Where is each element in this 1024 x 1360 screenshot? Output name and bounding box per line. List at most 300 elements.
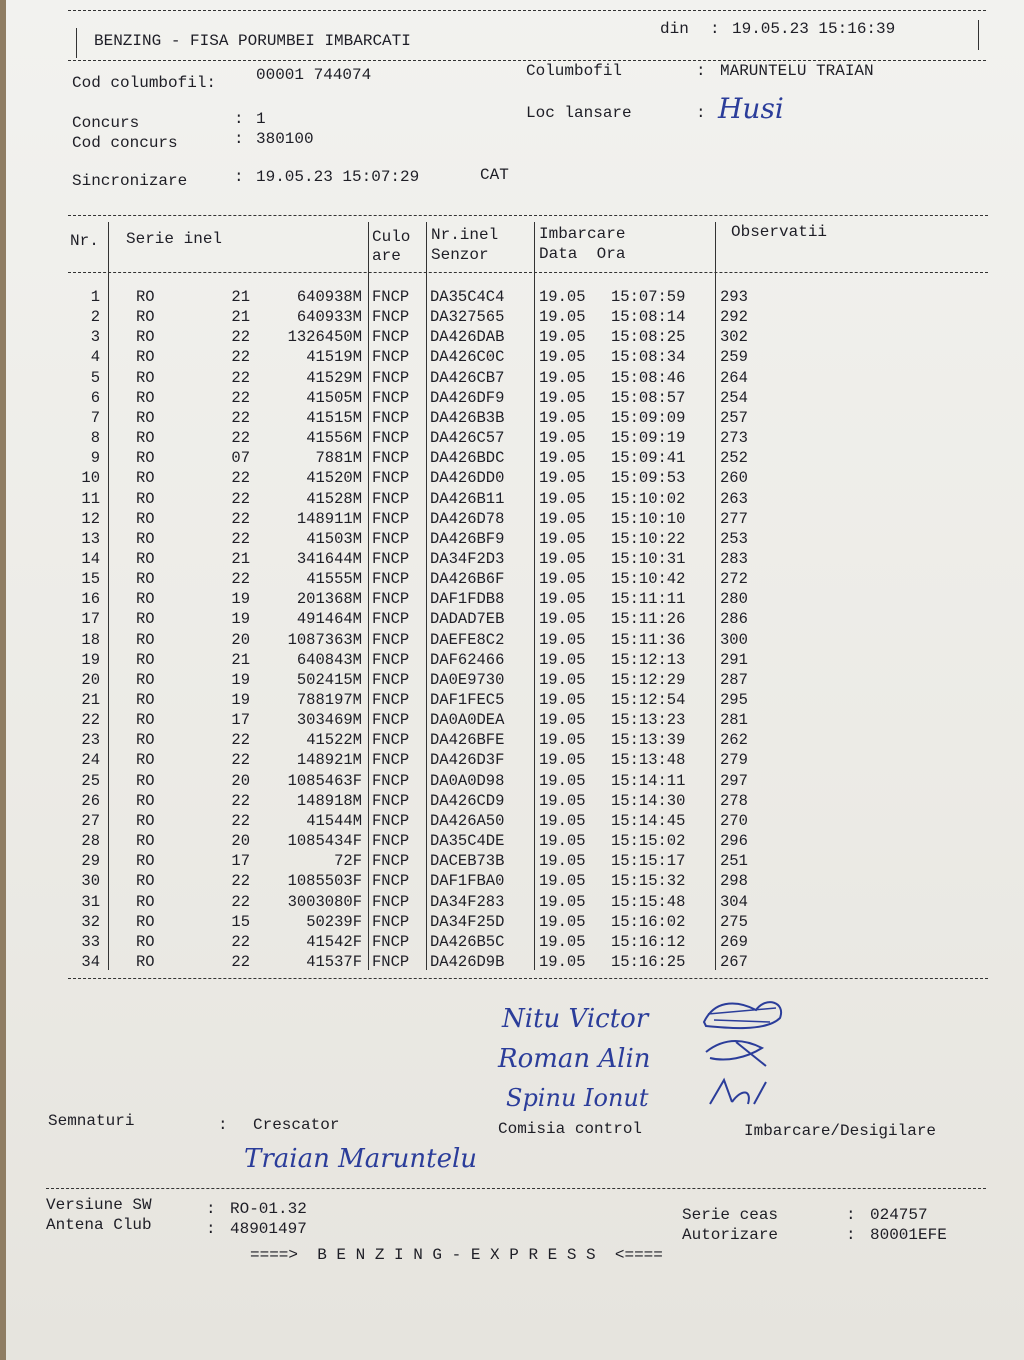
row-tara: RO [136,892,155,911]
row-ora: 15:09:41 [611,449,686,468]
row-ora: 15:15:17 [611,852,686,871]
row-observatii: 257 [720,408,748,427]
row-nr: 10 [81,469,100,488]
row-data: 19.05 [539,791,586,810]
document-title: BENZING - FISA PORUMBEI IMBARCATI [94,32,411,50]
row-inel: 72F [334,852,362,871]
row-nr: 1 [90,288,100,306]
row-ora: 15:13:39 [611,731,686,750]
row-data: 19.05 [539,529,586,548]
table-row [6,852,1006,872]
row-tara: RO [136,731,155,750]
table-top-border [68,215,988,216]
row-nr: 24 [81,751,100,770]
row-observatii: 287 [720,670,748,689]
row-tara: RO [136,610,155,629]
row-ora: 15:07:59 [611,288,686,306]
sincronizare-zone: CAT [480,166,509,184]
row-observatii: 281 [720,711,748,730]
row-data: 19.05 [539,670,586,689]
row-culoare: FNCP [372,932,410,951]
table-bottom-border [68,978,988,979]
row-inel: 41555M [306,570,362,589]
row-culoare: FNCP [372,912,410,931]
row-nr: 32 [81,912,100,931]
row-senzor: DA34F2D3 [430,549,505,568]
row-an: 22 [231,408,250,427]
row-culoare: FNCP [372,952,410,971]
col-imbarcare-1: Imbarcare [539,225,626,243]
row-senzor: DA426A50 [430,811,505,830]
row-ora: 15:15:02 [611,832,686,851]
row-culoare: FNCP [372,489,410,508]
row-observatii: 264 [720,368,748,387]
row-culoare: FNCP [372,872,410,891]
row-ora: 15:14:45 [611,811,686,830]
row-ora: 15:08:46 [611,368,686,387]
din-label: din [660,20,689,38]
row-nr: 3 [90,328,100,347]
row-ora: 15:12:54 [611,691,686,709]
table-row [6,792,1006,812]
row-tara: RO [136,308,155,327]
row-senzor: DAEFE8C2 [430,630,505,649]
row-nr: 25 [81,771,100,790]
table-row [6,832,1006,852]
row-observatii: 286 [720,610,748,629]
row-tara: RO [136,570,155,589]
table-row [6,631,1006,651]
row-nr: 9 [90,449,100,468]
row-nr: 4 [90,348,100,367]
row-observatii: 270 [720,811,748,830]
row-observatii: 251 [720,852,748,871]
row-culoare: FNCP [372,288,410,306]
row-culoare: FNCP [372,832,410,851]
row-an: 22 [231,811,250,830]
row-data: 19.05 [539,852,586,871]
row-tara: RO [136,630,155,649]
columbofil-value: MARUNTELU TRAIAN [720,62,874,80]
row-observatii: 252 [720,449,748,468]
antena-club-label: Antena Club [46,1216,152,1234]
table-row [6,449,1006,469]
cod-columbofil-label: Cod columbofil: [72,74,217,92]
row-ora: 15:08:34 [611,348,686,367]
row-ora: 15:12:29 [611,670,686,689]
concurs-label: Concurs [72,114,140,132]
row-inel: 1085434F [287,832,362,851]
row-observatii: 275 [720,912,748,931]
row-culoare: FNCP [372,751,410,770]
row-nr: 14 [81,549,100,568]
table-row [6,328,1006,348]
row-tara: RO [136,509,155,528]
row-senzor: DA426D3F [430,751,505,770]
row-an: 22 [231,328,250,347]
row-tara: RO [136,429,155,448]
row-culoare: FNCP [372,670,410,689]
row-observatii: 272 [720,570,748,589]
row-nr: 30 [81,872,100,891]
row-data: 19.05 [539,590,586,609]
row-an: 22 [231,388,250,407]
row-an: 17 [231,711,250,730]
col-observatii: Observatii [731,223,828,241]
row-nr: 2 [90,308,100,327]
row-data: 19.05 [539,872,586,891]
row-nr: 6 [90,388,100,407]
row-nr: 12 [81,509,100,528]
row-inel: 640938M [296,288,362,306]
row-an: 15 [231,912,250,931]
printout-sheet: BENZING - FISA PORUMBEI IMBARCATI din : 19.05.23 15:16:39 Cod columbofil: 00001 744074 Columbofil : MARUNTELU TRAIAN Loc lansare : Husi Concurs : 1 Cod concurs : 380100 Sincronizare : 19.05.23 15:07:29 CAT Nr. Serie inel Culo are Nr.inel Senzor Imbarcare Data Ora Observatii 1 RO 21 640938M FNCP DA35C4C4 19.05 15:07:59 293 2 RO 21 640933M FNCP DA327565 19.05 15:08:14 292 3 RO 22 1326450M FNCP DA426DAB 19.05 15:08:25 302 4 RO 22 41519M FNCP DA426C0C 19.05 15:08:34 259 5 RO 22 41529M FNCP DA426CB7 19.05 15:08:46 264 6 RO 22 41505M FNCP DA426DF9 19.05 15:08:57 254 7 RO 22 41515M FNCP DA426B3B 19.05 15:09:09 257 8 RO 22 41556M FNCP DA426C57 19.05 15:09:19 273 9 RO 07 7881M FNCP DA426BDC 19.05 15:09:41 252 10 RO 22 41520M FNCP DA426DD0 19.05 15:09:53 260 11 RO 22 41528M FNCP DA426B11 19.05 15:10:02 263 12 RO 22 148911M FNCP DA426D78 19.05 15:10:10 277 13 RO 22 41503M FNCP DA426BF9 19.05 15:10:22 253 14 RO 21 341644M FNCP DA34F2D3 19.05 15:10:31 283 15 RO 22 41555M FNCP DA426B6F 19.05 15:10:42 272 16 RO 19 201368M FNCP DAF1FDB8 19.05 15:11:11 280 17 RO 19 491464M FNCP DADAD7EB 19.05 15:11:26 286 18 RO 20 1087363M FNCP DAEFE8C2 19.05 15:11:36 300 19 RO 21 640843M FNCP DAF62466 19.05 15:12:13 291 20 RO 19 502415M FNCP DA0E9730 19.05 15:12:29 287 21 RO 19 788197M FNCP DAF1FEC5 19.05 15:12:54 295 22 RO 17 303469M FNCP DA0A0DEA 19.05 15:13:23 281 23 RO 22 41522M FNCP DA426BFE 19.05 15:13:39 262 24 RO 22 148921M FNCP DA426D3F 19.05 15:13:48 279 25 RO 20 1085463F FNCP DA0A0D98 19.05 15:14:11 297 26 RO 22 148918M FNCP DA426CD9 19.05 15:14:30 278 27 RO 22 41544M FNCP DA426A50 19.05 15:14:45 270 28 RO 20 1085434F FNCP DA35C4DE 19.05 15:15:02 296 29 RO 17 72F FNCP DACEB73B 19.05 15:15:17 251 30 RO 22 1085503F FNCP DAF1FBA0 19.05 15:15:32 298 31 RO 22 3003080F FNCP DA34F283 19.05 15:15:48 304 32 RO 15 50239F FNCP DA34F25D 19.05 15:16:02 275 33 RO 22 41542F FNCP DA426B5C 19.05 15:16:12 269 34 RO 22 41537F FNCP DA426D9B 19.05 15:16:25 267 Nitu Victor Roman Alin Spinu Ionut Semnaturi : Crescator Comisia control Imbarcare/Desigilare Traian Maruntelu Versiune SW : RO-01.32 Antena Club : 48901497 Serie ceas : 024757 Autorizare : 80001EFE ====> B E N Z I N G - E X P R E S S <==== [6,0,1024,1360]
table-row [6,751,1006,771]
row-an: 22 [231,872,250,891]
row-observatii: 298 [720,872,748,891]
row-an: 20 [231,771,250,790]
row-an: 22 [231,952,250,971]
row-tara: RO [136,872,155,891]
table-row [6,691,1006,711]
loc-lansare-handwritten: Husi [718,92,784,125]
semnaturi-label: Semnaturi [48,1112,135,1130]
row-culoare: FNCP [372,731,410,750]
row-culoare: FNCP [372,469,410,488]
row-data: 19.05 [539,892,586,911]
row-senzor: DAF1FEC5 [430,691,505,709]
row-senzor: DA426D9B [430,952,505,971]
row-ora: 15:16:25 [611,952,686,971]
top-border [68,10,986,11]
row-an: 21 [231,549,250,568]
row-senzor: DA426D78 [430,509,505,528]
row-an: 22 [231,529,250,548]
table-row [6,288,1006,308]
row-ora: 15:13:23 [611,711,686,730]
row-an: 21 [231,288,250,306]
table-row [6,409,1006,429]
row-ora: 15:15:48 [611,892,686,911]
row-ora: 15:10:42 [611,570,686,589]
row-ora: 15:09:19 [611,429,686,448]
row-an: 22 [231,368,250,387]
row-observatii: 273 [720,429,748,448]
row-observatii: 292 [720,308,748,327]
row-observatii: 293 [720,288,748,306]
row-culoare: FNCP [372,771,410,790]
table-row [6,550,1006,570]
row-an: 21 [231,308,250,327]
row-senzor: DA426B11 [430,489,505,508]
row-data: 19.05 [539,308,586,327]
row-observatii: 254 [720,388,748,407]
row-inel: 640933M [296,308,362,327]
row-data: 19.05 [539,388,586,407]
crescator-label: Crescator [253,1116,340,1134]
row-culoare: FNCP [372,509,410,528]
row-nr: 23 [81,731,100,750]
row-senzor: DA0E9730 [430,670,505,689]
row-tara: RO [136,932,155,951]
row-senzor: DA426C0C [430,348,505,367]
col-imbarcare-2: Data Ora [539,245,626,263]
row-ora: 15:09:09 [611,408,686,427]
row-data: 19.05 [539,952,586,971]
table-row [6,429,1006,449]
table-row [6,711,1006,731]
row-observatii: 277 [720,509,748,528]
row-observatii: 296 [720,832,748,851]
row-data: 19.05 [539,549,586,568]
row-senzor: DA426B6F [430,570,505,589]
cod-concurs-label: Cod concurs [72,134,178,152]
row-senzor: DAF1FDB8 [430,590,505,609]
row-ora: 15:08:25 [611,328,686,347]
signature-crescator: Traian Maruntelu [244,1144,478,1174]
table-row [6,671,1006,691]
row-senzor: DA426DAB [430,328,505,347]
row-ora: 15:16:12 [611,932,686,951]
row-inel: 41519M [306,348,362,367]
footer-border [46,1188,986,1189]
row-senzor: DA426C57 [430,429,505,448]
table-row [6,953,1006,973]
row-inel: 640843M [296,650,362,669]
row-culoare: FNCP [372,570,410,589]
row-senzor: DA426BFE [430,731,505,750]
row-nr: 33 [81,932,100,951]
table-row [6,369,1006,389]
table-row [6,490,1006,510]
row-culoare: FNCP [372,691,410,709]
row-nr: 18 [81,630,100,649]
row-culoare: FNCP [372,590,410,609]
table-row [6,772,1006,792]
row-data: 19.05 [539,771,586,790]
row-nr: 7 [90,408,100,427]
row-culoare: FNCP [372,429,410,448]
signature-commission-2: Roman Alin [498,1044,651,1074]
row-an: 19 [231,590,250,609]
row-an: 22 [231,932,250,951]
row-culoare: FNCP [372,348,410,367]
row-observatii: 263 [720,489,748,508]
row-culoare: FNCP [372,408,410,427]
row-nr: 15 [81,570,100,589]
row-nr: 20 [81,670,100,689]
row-nr: 22 [81,711,100,730]
col-serie-inel: Serie inel [126,230,223,248]
scribble-signatures [696,992,796,1122]
row-inel: 7881M [315,449,362,468]
row-tara: RO [136,549,155,568]
table-row [6,590,1006,610]
loc-lansare-label: Loc lansare [526,104,632,122]
row-data: 19.05 [539,912,586,931]
row-an: 22 [231,731,250,750]
row-data: 19.05 [539,832,586,851]
row-culoare: FNCP [372,630,410,649]
row-data: 19.05 [539,932,586,951]
table-row [6,651,1006,671]
row-inel: 201368M [296,590,362,609]
row-observatii: 283 [720,549,748,568]
row-tara: RO [136,368,155,387]
row-data: 19.05 [539,691,586,709]
row-data: 19.05 [539,650,586,669]
sincronizare-label: Sincronizare [72,172,188,190]
row-tara: RO [136,650,155,669]
concurs-value: 1 [256,110,266,128]
col-nr: Nr. [70,232,99,250]
row-inel: 41528M [306,489,362,508]
row-an: 19 [231,691,250,709]
row-senzor: DA35C4DE [430,832,505,851]
row-ora: 15:10:10 [611,509,686,528]
row-inel: 341644M [296,549,362,568]
row-tara: RO [136,529,155,548]
row-tara: RO [136,348,155,367]
table-row [6,530,1006,550]
row-an: 22 [231,469,250,488]
row-an: 19 [231,610,250,629]
table-header-border [68,272,988,273]
row-inel: 502415M [296,670,362,689]
col-culoare-1: Culo [372,228,411,246]
row-culoare: FNCP [372,328,410,347]
row-ora: 15:12:13 [611,650,686,669]
table-row [6,913,1006,933]
row-an: 20 [231,630,250,649]
row-senzor: DA35C4C4 [430,288,505,306]
row-tara: RO [136,590,155,609]
row-data: 19.05 [539,711,586,730]
row-an: 22 [231,892,250,911]
autorizare-value: 80001EFE [870,1226,947,1244]
row-senzor: DA426BDC [430,449,505,468]
table-row [6,308,1006,328]
row-observatii: 302 [720,328,748,347]
row-senzor: DA426B3B [430,408,505,427]
row-culoare: FNCP [372,449,410,468]
row-data: 19.05 [539,449,586,468]
row-data: 19.05 [539,469,586,488]
row-nr: 28 [81,832,100,851]
row-data: 19.05 [539,630,586,649]
row-tara: RO [136,751,155,770]
table-row [6,731,1006,751]
row-inel: 41520M [306,469,362,488]
row-observatii: 279 [720,751,748,770]
table-row [6,570,1006,590]
row-an: 21 [231,650,250,669]
row-ora: 15:10:22 [611,529,686,548]
signature-commission-3: Spinu Ionut [506,1084,649,1112]
row-nr: 27 [81,811,100,830]
antena-club-value: 48901497 [230,1220,307,1238]
cod-concurs-value: 380100 [256,130,314,148]
sincronizare-value: 19.05.23 15:07:29 [256,168,420,186]
row-observatii: 260 [720,469,748,488]
row-nr: 16 [81,590,100,609]
row-senzor: DA34F25D [430,912,505,931]
row-senzor: DA426CB7 [430,368,505,387]
row-senzor: DA0A0D98 [430,771,505,790]
row-tara: RO [136,489,155,508]
frame-left [76,28,77,58]
row-inel: 41556M [306,429,362,448]
row-senzor: DA426DD0 [430,469,505,488]
row-data: 19.05 [539,731,586,750]
row-senzor: DA426DF9 [430,388,505,407]
row-inel: 148911M [296,509,362,528]
row-inel: 148918M [296,791,362,810]
row-inel: 3003080F [287,892,362,911]
row-observatii: 304 [720,892,748,911]
row-observatii: 280 [720,590,748,609]
row-observatii: 269 [720,932,748,951]
row-data: 19.05 [539,328,586,347]
row-ora: 15:08:14 [611,308,686,327]
row-culoare: FNCP [372,549,410,568]
row-data: 19.05 [539,429,586,448]
row-data: 19.05 [539,751,586,770]
row-culoare: FNCP [372,308,410,327]
table-row [6,469,1006,489]
row-tara: RO [136,288,155,306]
row-an: 22 [231,791,250,810]
row-inel: 1326450M [287,328,362,347]
row-inel: 41505M [306,388,362,407]
row-nr: 5 [90,368,100,387]
row-tara: RO [136,469,155,488]
row-inel: 41542F [306,932,362,951]
comisia-control-label: Comisia control [498,1120,643,1138]
row-culoare: FNCP [372,711,410,730]
row-inel: 491464M [296,610,362,629]
row-nr: 31 [81,892,100,911]
row-culoare: FNCP [372,811,410,830]
row-an: 22 [231,570,250,589]
row-data: 19.05 [539,509,586,528]
row-data: 19.05 [539,489,586,508]
row-observatii: 259 [720,348,748,367]
row-senzor: DA34F283 [430,892,505,911]
row-culoare: FNCP [372,388,410,407]
row-tara: RO [136,852,155,871]
table-row [6,389,1006,409]
row-ora: 15:14:11 [611,771,686,790]
table-row [6,933,1006,953]
row-tara: RO [136,691,155,709]
row-observatii: 300 [720,630,748,649]
title-border [68,60,986,61]
row-an: 19 [231,670,250,689]
row-inel: 788197M [296,691,362,709]
row-inel: 41537F [306,952,362,971]
row-an: 22 [231,489,250,508]
row-an: 07 [231,449,250,468]
row-an: 22 [231,509,250,528]
table-row [6,348,1006,368]
row-tara: RO [136,912,155,931]
row-tara: RO [136,670,155,689]
row-tara: RO [136,771,155,790]
row-ora: 15:11:36 [611,630,686,649]
row-nr: 29 [81,852,100,871]
row-tara: RO [136,408,155,427]
